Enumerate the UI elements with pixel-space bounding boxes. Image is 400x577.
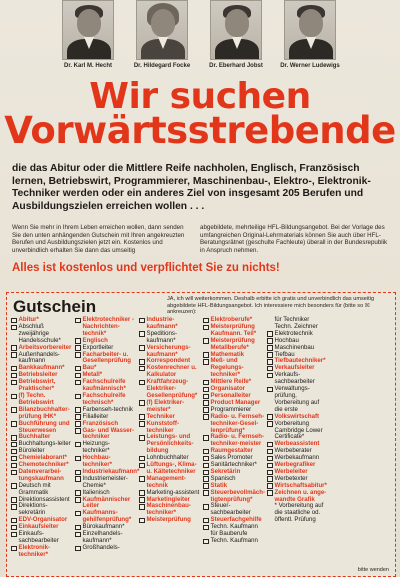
coupon-option-label: Maschinenbau	[274, 343, 315, 351]
checkbox[interactable]	[75, 373, 81, 379]
coupon-option[interactable]	[11, 407, 73, 421]
coupon-option-label: Chemielaborant*	[18, 454, 67, 462]
coupon-option-label: Italienisch	[82, 488, 110, 496]
coupon-option-label: Techn. Kaufmann	[210, 537, 258, 544]
checkbox[interactable]	[267, 449, 273, 455]
checkbox[interactable]	[11, 421, 17, 427]
coupon-option-label: Tiefbautechniker*	[274, 357, 326, 365]
checkbox[interactable]	[267, 483, 273, 489]
coupon-option-label: Kunststoff-techniker	[146, 419, 179, 434]
coupon-option-label: Werbeberater	[274, 447, 312, 455]
coupon-option-label: Radio- u. Fernseh-techniker-meister	[210, 433, 264, 448]
checkbox[interactable]	[75, 352, 81, 358]
portrait-photo	[210, 0, 262, 60]
coupon-option-label: für Techniker	[274, 316, 310, 323]
coupon-option[interactable]	[267, 490, 329, 504]
checkbox[interactable]	[139, 490, 145, 496]
coupon-option-label: Fachschulreife technisch*	[82, 391, 126, 406]
checkbox[interactable]	[11, 318, 17, 324]
coupon-option[interactable]	[75, 545, 137, 552]
checkbox[interactable]	[11, 449, 17, 455]
portrait-caption: Dr. Werner Ludewigs	[280, 63, 340, 69]
coupon-option-label: Werbegrafiker	[274, 461, 316, 469]
coupon-option-label: Personalleiter	[210, 391, 251, 399]
intro-text: die das Abitur oder die Mittlere Reife nachholen, Englisch, Französisch lernen, Betriebswirt, Programmierer, Maschinenbau-, Elektro-, Elektronik-Techniker werden oder ein anderes Ziel von insgesamt 205 Berufen und Ausbildungszielen erreichen wollen . . .	[12, 163, 371, 212]
checkbox[interactable]	[139, 331, 145, 337]
portrait-photo	[136, 0, 188, 60]
headline	[0, 76, 400, 152]
coupon-option[interactable]	[75, 476, 137, 490]
checkbox[interactable]	[11, 442, 17, 448]
checkbox[interactable]	[267, 463, 273, 469]
checkbox[interactable]	[139, 414, 145, 420]
coupon-option-label: Farbenseh-technik	[82, 405, 133, 413]
checkbox[interactable]	[11, 470, 17, 476]
coupon-option[interactable]	[139, 476, 201, 490]
coupon-option[interactable]	[11, 483, 73, 497]
coupon-column	[75, 316, 140, 559]
coupon-option-label: Hochbau-techniker*	[82, 454, 112, 469]
coupon-option[interactable]	[267, 386, 329, 414]
coupon-option-label: Maschinenbau-techniker*	[146, 502, 191, 517]
headline-line-1: Wir suchen	[89, 76, 311, 117]
coupon-option-label: Steuerfachgehilfe	[210, 516, 262, 524]
checkbox[interactable]	[11, 532, 17, 538]
checkbox[interactable]	[139, 359, 145, 365]
checkbox[interactable]	[11, 504, 17, 510]
coupon-option-label: Betriebsleiter	[18, 371, 58, 379]
checkbox[interactable]	[11, 497, 17, 503]
coupon-option-label: Steuer-sachbearbeiter	[210, 502, 251, 517]
coupon	[6, 292, 396, 577]
coupon-option-label: Versicherungs-kaufmann*	[146, 343, 191, 358]
checkbox[interactable]	[203, 470, 209, 476]
checkbox[interactable]	[11, 546, 17, 552]
coupon-option-label: Elektrotechnik	[274, 329, 313, 337]
coupon-option[interactable]	[139, 400, 201, 414]
coupon-option-label: Bankkaufmann*	[18, 364, 65, 372]
coupon-option-label: Techniker	[146, 412, 175, 420]
coupon-option[interactable]	[203, 538, 265, 545]
coupon-option-label: Englisch	[82, 336, 108, 344]
checkbox[interactable]	[75, 366, 81, 372]
coupon-option-label: (f) Elektriker-meister*	[146, 398, 185, 413]
coupon-option-label: Raumgestalter	[210, 447, 253, 455]
coupon-option[interactable]	[203, 414, 265, 435]
coupon-option-label: Speditions-kaufmann*	[146, 329, 177, 344]
checkbox[interactable]	[75, 490, 81, 496]
coupon-option-label: Einkaufsleiter	[18, 523, 59, 531]
coupon-option[interactable]	[11, 352, 73, 366]
checkbox[interactable]	[203, 490, 209, 496]
coupon-option[interactable]	[75, 352, 137, 366]
coupon-option[interactable]	[75, 441, 137, 455]
coupon-option[interactable]	[75, 531, 137, 545]
coupon-option-label: Sales Promoter	[210, 454, 253, 462]
checkbox[interactable]	[203, 318, 209, 324]
checkbox[interactable]	[75, 497, 81, 503]
checkbox[interactable]	[11, 366, 17, 372]
checkbox[interactable]	[203, 449, 209, 455]
coupon-option-label: Elektroberufe*	[210, 316, 253, 323]
coupon-option[interactable]	[267, 421, 329, 442]
checkbox[interactable]	[139, 318, 145, 324]
coupon-option	[267, 503, 329, 524]
coupon-option-label: Gas- und Wasser-techniker	[82, 426, 135, 441]
coupon-option-label: Filialleiter	[82, 412, 109, 420]
checkbox[interactable]	[75, 380, 81, 386]
coupon-column	[203, 317, 265, 559]
coupon-option[interactable]	[75, 455, 137, 469]
coupon-option-label: Außenhandels-kaufmann	[18, 350, 60, 365]
coupon-option-label: Industriekaufmann*	[82, 467, 140, 475]
coupon-option[interactable]	[203, 324, 265, 338]
portrait	[129, 0, 195, 74]
coupon-option-label: Werbeleiter	[274, 467, 308, 475]
checkbox[interactable]	[75, 421, 81, 427]
coupon-option-label: Kaufmännischer Leiter	[82, 495, 131, 510]
checkbox[interactable]	[203, 387, 209, 393]
coupon-option-label: Product Manager	[210, 398, 261, 406]
coupon-option-label: Facharbeiter- u. Gesellenprüfung	[82, 350, 131, 365]
coupon-option-label: Verkaufs-sachbearbeiter	[274, 371, 315, 386]
coupon-option-label: Elektrotechniker - Nachrichten-technik*	[82, 316, 134, 337]
checkbox[interactable]	[267, 421, 273, 427]
coupon-option[interactable]	[203, 358, 265, 379]
checkbox[interactable]	[203, 476, 209, 482]
checkbox[interactable]	[75, 414, 81, 420]
checkbox[interactable]	[139, 504, 145, 510]
coupon-column	[267, 317, 329, 559]
coupon-option-label: Industrie-kaufmann*	[146, 316, 178, 330]
checkbox[interactable]	[139, 497, 145, 503]
checkbox[interactable]	[75, 407, 81, 413]
coupon-title: Gutschein	[13, 297, 97, 316]
coupon-option-label: Buchhaltungs-leiter	[18, 440, 71, 448]
coupon-column	[11, 317, 73, 559]
coupon-option-label: Radio- u. Fernseh-techniker-Gesel-lenprüfung*	[210, 412, 264, 434]
coupon-option-label: Betriebswirt, Praktischer*	[18, 378, 56, 393]
checkbox[interactable]	[203, 394, 209, 400]
checkbox[interactable]	[203, 400, 209, 406]
coupon-option[interactable]	[139, 434, 201, 455]
coupon-option-label: Marketing-assistent	[146, 488, 200, 496]
checkbox[interactable]	[203, 407, 209, 413]
checkbox[interactable]	[75, 428, 81, 434]
coupon-option[interactable]	[75, 510, 137, 524]
coupon-option-label: Kostenrechner u. Kalkulator	[146, 364, 197, 379]
checkbox[interactable]	[203, 359, 209, 365]
coupon-option-label: Büroleiter	[18, 447, 45, 455]
coupon-option-label: Direktions-sekretärin	[18, 502, 48, 517]
checkbox[interactable]	[11, 345, 17, 351]
portrait-photo	[62, 0, 114, 60]
coupon-option-label: EDV-Organisator	[18, 516, 68, 524]
checkbox[interactable]	[11, 380, 17, 386]
portrait-photo	[284, 0, 336, 60]
checkbox[interactable]	[203, 483, 209, 489]
coupon-option[interactable]	[139, 317, 201, 331]
coupon-option-label: Vorbereitung Cambridge Lower Certificate*	[274, 419, 323, 441]
coupon-option-label: Steuerbevollmäch-tigtenprüfung*	[210, 488, 266, 503]
coupon-option-label: Kraftfahrzeug-Elektriker-Gesellenprüfung*	[146, 378, 198, 399]
coupon-option-label: Bau*	[82, 364, 97, 372]
coupon-option-label: Werbekaufmann	[274, 454, 320, 462]
checkbox[interactable]	[203, 539, 209, 545]
coupon-option-label: Datenverarbei-tungskaufmann	[18, 467, 64, 482]
checkbox[interactable]	[11, 525, 17, 531]
checkbox[interactable]	[75, 338, 81, 344]
headline-line-2: Vorwärtsstrebende	[4, 109, 396, 152]
coupon-option-label: Arbeitsvorbereiter	[18, 343, 72, 351]
coupon-option[interactable]	[11, 545, 73, 559]
coupon-option-label: Meß- und Regelungs-techniker*	[210, 357, 244, 379]
coupon-option-label: Einkaufs-sachbearbeiter	[18, 530, 59, 544]
coupon-option-label: Werbeassistent	[274, 440, 320, 448]
coupon-option-label: Buchführung und Steuerwesen	[18, 419, 70, 434]
coupon-footer: bitte wenden	[357, 567, 389, 573]
body-text-right: abgebildete, mehrteilige HFL-Bildungsangebot. Bei der Vorlage des umfangreichen Original-Lehrmaterials können Sie auch über HFL-Beratungsrätnet (geschulte Fachleute) überall in der Bundesrepublik in Anspruch nehmen.	[200, 224, 388, 254]
body-text-left: Wenn Sie mehr in Ihrem Leben erreichen wollen, dann senden Sie den unten anhängenden Gutschein mit Ihren angekreuzten Berufen und Ausbildungszielen jetzt ein. Kostenlos und unverbindlich erhalten Sie dann das umseitig	[12, 224, 185, 254]
checkbox[interactable]	[11, 394, 17, 400]
portrait-caption: Dr. Karl M. Hecht	[63, 63, 112, 69]
coupon-option-label: Elektronik-techniker*	[18, 543, 50, 558]
checkbox[interactable]	[75, 442, 81, 448]
coupon-option-label: Metall*	[82, 371, 103, 379]
checkbox[interactable]	[139, 380, 145, 386]
checkbox[interactable]	[75, 476, 81, 482]
coupon-option-label: Einzelhandels-kaufmann*	[82, 530, 123, 544]
coupon-option-label: * Vorbereitung auf die staatliche od. öffentl. Prüfung	[274, 502, 324, 524]
checkbox[interactable]	[203, 525, 209, 531]
coupon-option-label: Bürokaufmann*	[82, 523, 125, 531]
checkbox[interactable]	[139, 463, 145, 469]
portrait-caption: Dr. Eberhard Jobst	[209, 63, 263, 69]
coupon-option-label: Techn. Kaufmann für Bauberufe	[210, 523, 258, 538]
coupon-option-label: Spanisch	[210, 474, 236, 482]
coupon-option-label: Mathematik	[210, 350, 245, 358]
coupon-option-label: Industriemeister-Chemie*	[82, 474, 128, 489]
checkbox[interactable]	[11, 456, 17, 462]
checkbox[interactable]	[267, 373, 273, 379]
checkbox[interactable]	[139, 435, 145, 441]
checkbox[interactable]	[203, 338, 209, 344]
checkbox[interactable]	[75, 345, 81, 351]
coupon-option-label: Sanitärtechniker*	[210, 461, 257, 469]
portrait-caption: Dr. Hildegard Focke	[133, 63, 191, 69]
checkbox[interactable]	[203, 435, 209, 441]
checkbox[interactable]	[11, 435, 17, 441]
coupon-option-label: Kaufmanns-gehilfenprüfung*	[82, 509, 132, 524]
coupon-option-label: Tiefbau	[274, 350, 295, 358]
coupon-option-label: Marketingleiter	[146, 495, 190, 503]
checkbox[interactable]	[203, 456, 209, 462]
coupon-option[interactable]	[11, 379, 73, 393]
checkbox[interactable]	[267, 366, 273, 372]
checkbox[interactable]	[139, 421, 145, 427]
coupon-option-label: Meisterprüfung	[146, 516, 191, 524]
coupon-option-label: Volkswirtschaft	[274, 412, 320, 420]
free-of-charge-line: Alles ist kostenlos und verpflichtet Sie zu nichts!	[12, 262, 280, 274]
checkbox[interactable]	[75, 394, 81, 400]
checkbox[interactable]	[75, 511, 81, 517]
checkbox[interactable]	[203, 325, 209, 331]
checkbox[interactable]	[11, 463, 17, 469]
checkbox[interactable]	[267, 338, 273, 344]
coupon-option-label: Wirtschaftsabitur*	[274, 481, 327, 489]
checkbox[interactable]	[267, 387, 273, 393]
checkbox[interactable]	[11, 373, 17, 379]
checkbox[interactable]	[267, 456, 273, 462]
coupon-option[interactable]	[139, 503, 201, 517]
checkbox[interactable]	[203, 380, 209, 386]
checkbox[interactable]	[203, 352, 209, 358]
checkbox[interactable]	[11, 352, 17, 358]
coupon-option-label: Sekretärin	[210, 467, 241, 475]
checkbox[interactable]	[203, 518, 209, 524]
coupon-option-label: (f) Techn. Betriebswirt	[18, 391, 54, 406]
coupon-option-label: Meisterprüfung Kaufmann. Teil*	[210, 322, 257, 337]
coupon-option-label: Werbetexter	[274, 474, 308, 482]
coupon-option-label: Hochbau	[274, 336, 299, 344]
coupon-option-label: Fachschulreife kaufmännisch*	[82, 378, 126, 393]
coupon-option[interactable]	[11, 531, 73, 545]
checkbox[interactable]	[267, 414, 273, 420]
coupon-option[interactable]	[203, 434, 265, 448]
coupon-option-label: Lüftungs-, Klima- u. Kältetechniker	[146, 461, 197, 475]
coupon-column	[139, 317, 201, 559]
checkbox[interactable]	[11, 518, 17, 524]
coupon-option[interactable]	[11, 393, 73, 407]
coupon-option-label: Deutsch mit Grammatik	[18, 481, 51, 496]
coupon-option-label: Buchhalter	[18, 433, 51, 441]
coupon-option[interactable]	[203, 338, 265, 352]
coupon-option[interactable]	[203, 524, 265, 538]
checkbox[interactable]	[267, 476, 273, 482]
coupon-option-label: Großhandels-	[82, 543, 120, 551]
checkbox[interactable]	[267, 359, 273, 365]
coupon-option-label: Abschluß zweijährige Handelsschule*	[18, 322, 61, 344]
coupon-option[interactable]	[75, 379, 137, 393]
coupon-option[interactable]	[203, 503, 265, 517]
portrait	[55, 0, 121, 74]
coupon-option[interactable]	[75, 428, 137, 442]
checkbox[interactable]	[139, 518, 145, 524]
coupon-option[interactable]	[139, 379, 201, 400]
coupon-note: JA, ich will weiterkommen. Deshalb erbitte ich gratis und unverbindlich das umseitig abgebildete HFL-Bildungsangebot. Ich interessiere mich besonders für (bitte so ☒ ankreuzen):	[167, 296, 375, 316]
coupon-option[interactable]	[267, 372, 329, 386]
coupon-option-label: Techn. Zeichner	[274, 322, 318, 330]
coupon-option[interactable]	[11, 503, 73, 517]
coupon-option-label: Zeichnen u. ange-wandte Grafik	[274, 488, 327, 503]
coupon-option[interactable]	[75, 317, 137, 338]
coupon-option-label: Organisator	[210, 385, 246, 393]
coupon-option-label: Verwaltungs-prüfung, Vorbereitung auf die erste	[274, 385, 320, 413]
coupon-option-label: Abitur*	[18, 316, 39, 323]
coupon-option-label: Statik	[210, 481, 228, 489]
coupon-option-label: Leistungs- und Persönlichkeits-bildung	[146, 433, 194, 455]
coupon-option[interactable]	[139, 517, 201, 524]
coupon-option-label: Verkaufsleiter	[274, 364, 315, 372]
coupon-option[interactable]	[139, 365, 201, 379]
coupon-option[interactable]	[203, 490, 265, 504]
checkbox[interactable]	[75, 525, 81, 531]
coupon-option-label: Management-technik	[146, 474, 186, 489]
coupon-option-label: Programmierer	[210, 405, 252, 413]
coupon-option[interactable]	[11, 324, 73, 345]
checkbox[interactable]	[75, 318, 81, 324]
coupon-option-label: Korrespondent	[146, 357, 191, 365]
checkbox[interactable]	[267, 490, 273, 496]
checkbox[interactable]	[139, 366, 145, 372]
checkbox[interactable]	[139, 345, 145, 351]
coupon-option[interactable]	[139, 331, 201, 345]
coupon-option-label: Lohnbuchhalter	[146, 454, 189, 462]
portrait	[277, 0, 343, 74]
checkbox[interactable]	[139, 456, 145, 462]
coupon-option-label: Heizungs-techniker*	[82, 440, 110, 455]
coupon-options	[11, 317, 395, 559]
coupon-option-label: Französisch	[82, 419, 119, 427]
checkbox[interactable]	[75, 532, 81, 538]
checkbox[interactable]	[139, 400, 145, 406]
coupon-option[interactable]	[139, 421, 201, 435]
checkbox[interactable]	[203, 414, 209, 420]
checkbox[interactable]	[11, 325, 17, 331]
checkbox[interactable]	[267, 352, 273, 358]
portrait-row	[55, 0, 355, 74]
coupon-option-label: Meisterprüfung Metallberufe*	[210, 336, 255, 351]
checkbox[interactable]	[267, 345, 273, 351]
coupon-option-label: Exportleiter	[82, 343, 114, 351]
checkbox[interactable]	[139, 476, 145, 482]
checkbox[interactable]	[267, 470, 273, 476]
coupon-option[interactable]	[11, 469, 73, 483]
checkbox[interactable]	[75, 456, 81, 462]
checkbox[interactable]	[203, 463, 209, 469]
checkbox[interactable]	[75, 470, 81, 476]
checkbox[interactable]	[11, 483, 17, 489]
coupon-option[interactable]	[139, 345, 201, 359]
coupon-option[interactable]	[75, 497, 137, 511]
coupon-option[interactable]	[139, 462, 201, 476]
checkbox[interactable]	[11, 407, 17, 413]
coupon-option[interactable]	[75, 393, 137, 407]
checkbox[interactable]	[203, 504, 209, 510]
coupon-option-label: Direktionsassistent	[18, 495, 70, 503]
coupon-option-label: Chemotechniker*	[18, 461, 69, 469]
coupon-option[interactable]	[11, 421, 73, 435]
coupon-option-label: Mittlere Reife*	[210, 378, 252, 386]
checkbox[interactable]	[75, 546, 81, 552]
checkbox[interactable]	[267, 442, 273, 448]
checkbox[interactable]	[267, 331, 273, 337]
coupon-option-label: Bilanzbuchhalter-prüfung IHK*	[18, 405, 70, 420]
portrait	[203, 0, 269, 74]
